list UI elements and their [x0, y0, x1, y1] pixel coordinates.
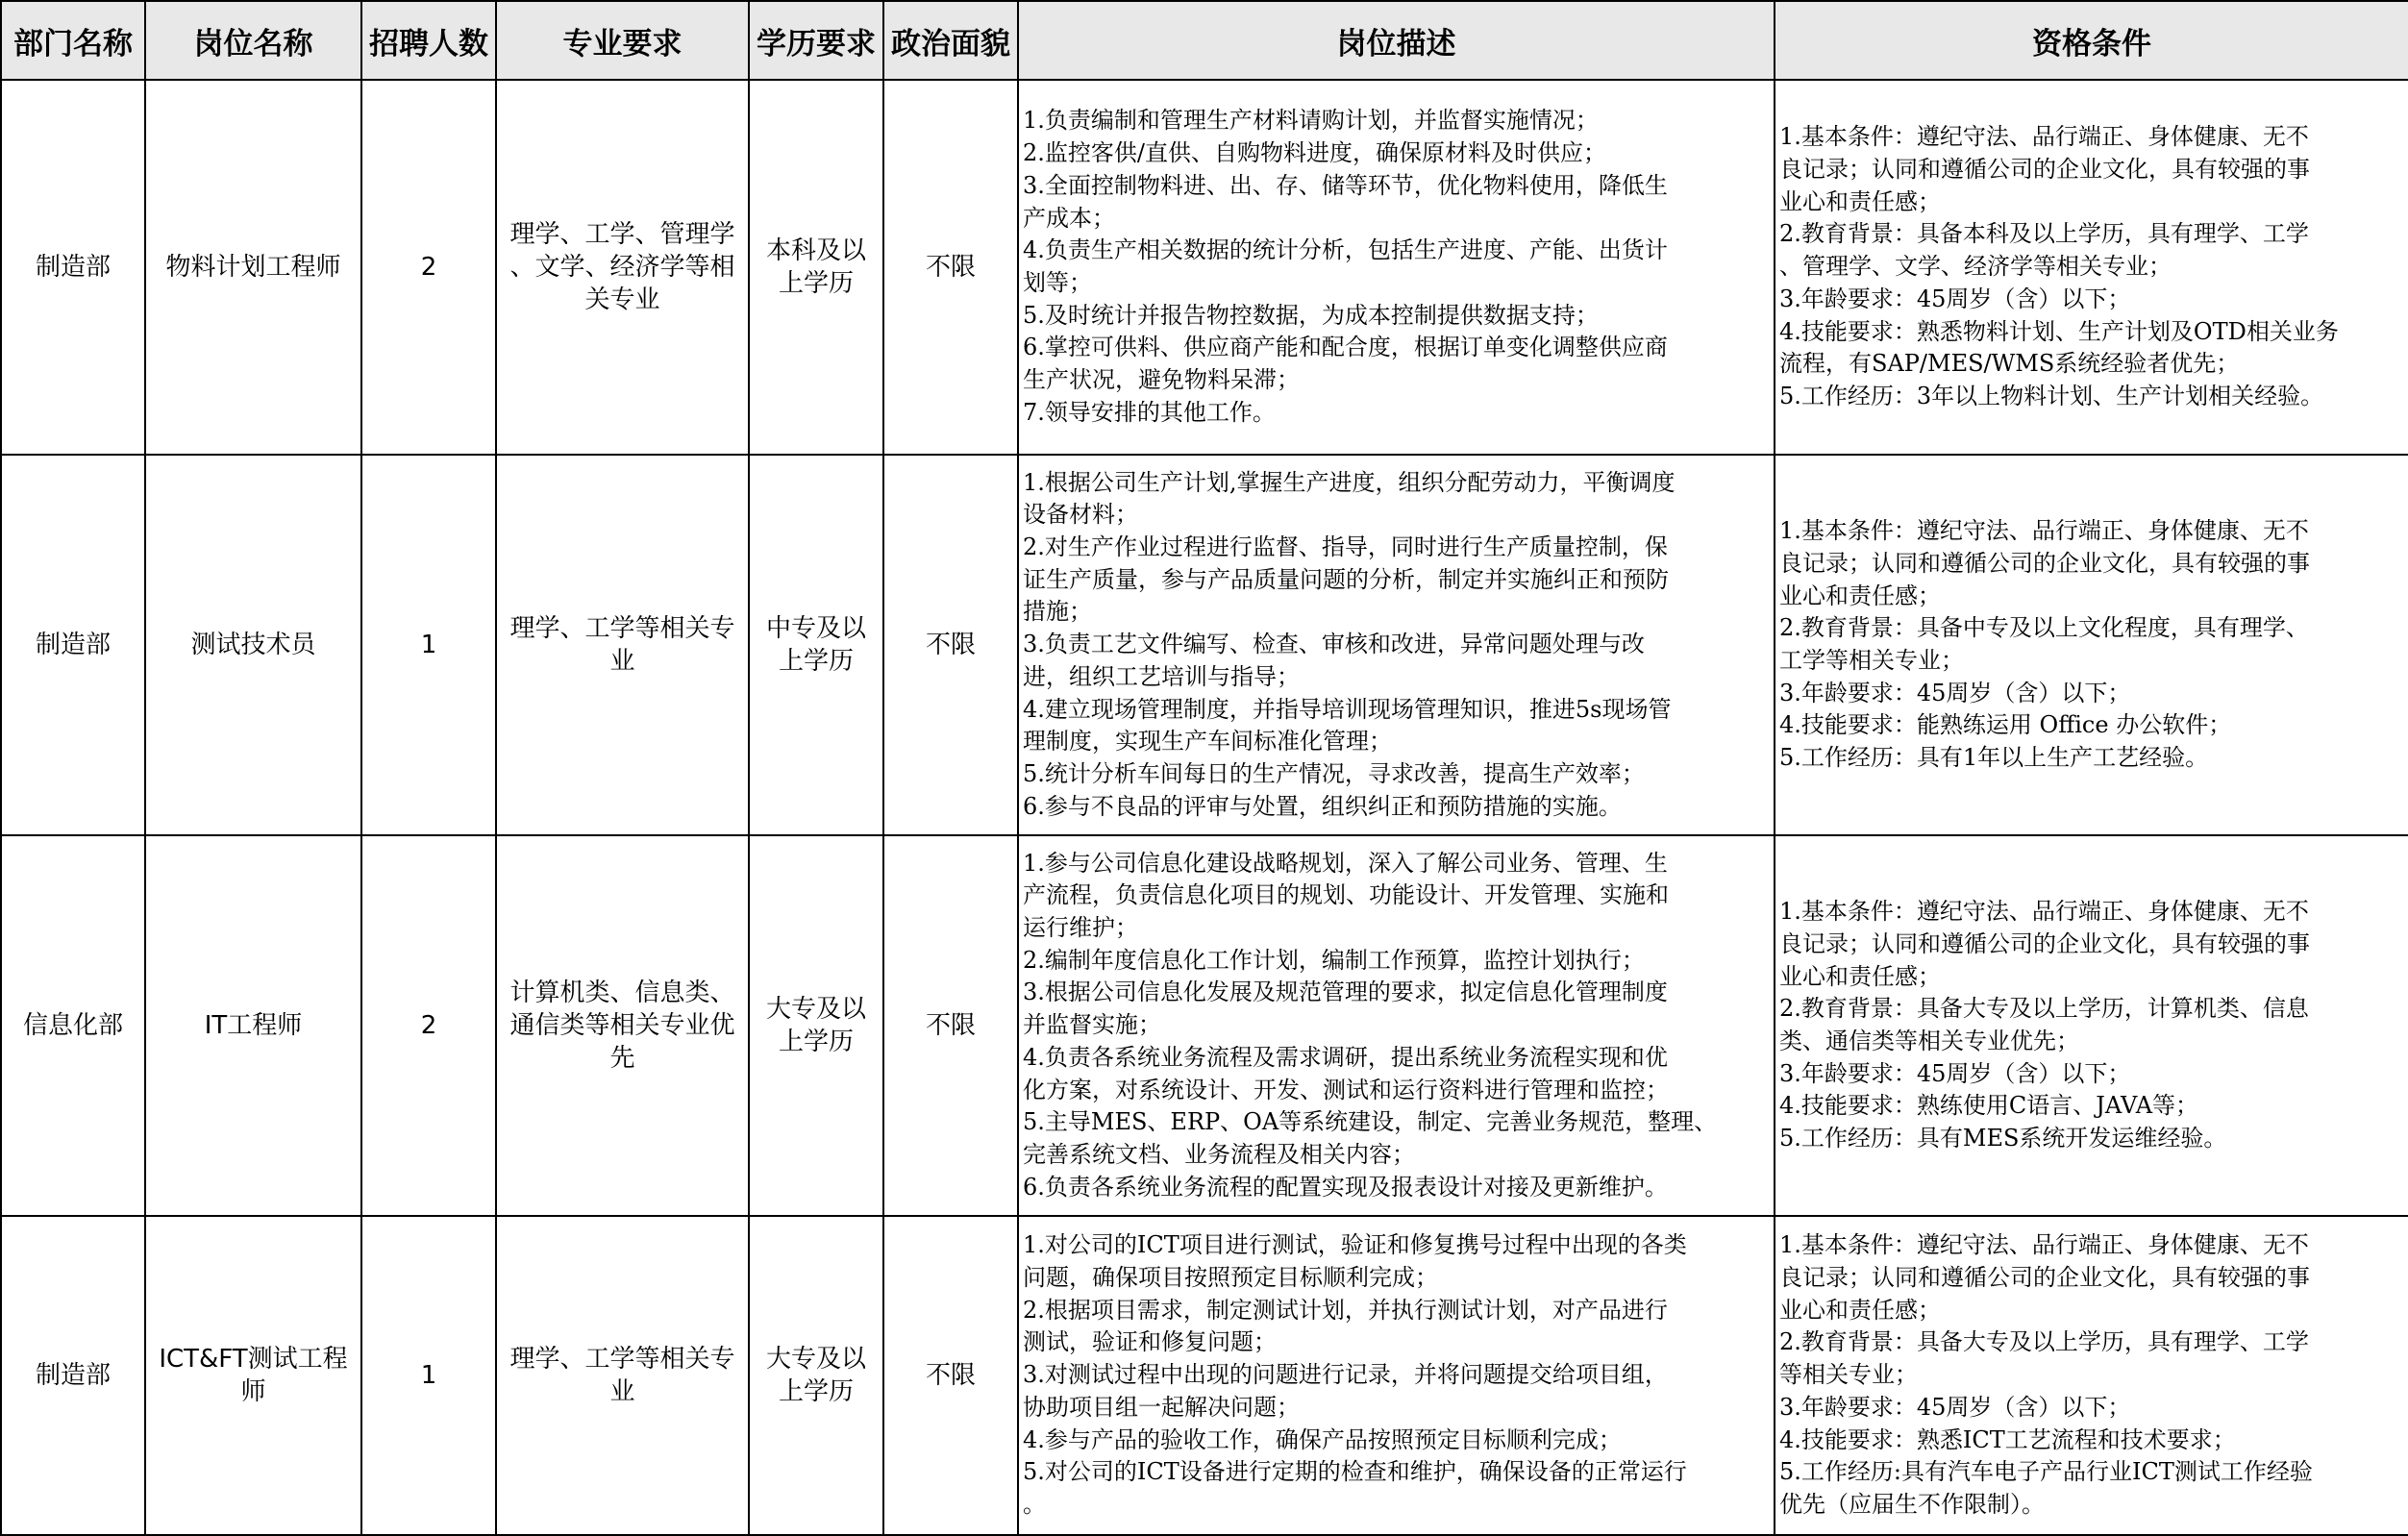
cell-description-line: 。: [1023, 1490, 1046, 1518]
cell-qualification-line: 2.教育背景：具备大专及以上学历，计算机类、信息: [1779, 995, 2309, 1023]
cell-description-line: 进，组织工艺培训与指导；: [1023, 662, 1300, 690]
cell-description-line: 6.负责各系统业务流程的配置实现及报表设计对接及更新维护。: [1023, 1173, 1668, 1201]
cell-count: 2: [361, 80, 496, 455]
cell-education-line: 中专及以: [765, 614, 866, 643]
cell-description-line: 3.全面控制物料进、出、存、储等环节，优化物料使用，降低生: [1023, 171, 1668, 199]
header-qualification: 资格条件: [1775, 1, 2408, 80]
cell-description-line: 3.负责工艺文件编写、检查、审核和改进，异常问题处理与改: [1023, 631, 1645, 658]
cell-position-line: 师: [240, 1377, 266, 1406]
cell-position: [145, 1216, 361, 1535]
cell-description-line: 6.参与不良品的评审与处置，组织纠正和预防措施的实施。: [1023, 792, 1622, 820]
cell-description-line: 并监督实施；: [1023, 1011, 1161, 1039]
cell-description-line: 7.领导安排的其他工作。: [1023, 398, 1276, 426]
table-row: [1, 455, 2408, 835]
cell-description-line: 2.对生产作业过程进行监督、指导，同时进行生产质量控制，保: [1023, 533, 1668, 561]
cell-qualification-line: 业心和责任感；: [1779, 582, 1941, 609]
cell-qualification-line: 1.基本条件：遵纪守法、品行端正、身体健康、无不: [1779, 123, 2309, 151]
cell-description: [1018, 455, 1775, 835]
cell-major-line: 关专业: [584, 285, 660, 314]
cell-major-line: 理学、工学等相关专: [509, 614, 735, 643]
cell-description: [1018, 1216, 1775, 1535]
cell-education: [749, 835, 883, 1216]
cell-qualification: [1775, 835, 2408, 1216]
cell-education-line: 大专及以: [765, 1345, 866, 1374]
cell-position: 测试技术员: [145, 455, 361, 835]
cell-qualification-line: 2.教育背景：具备大专及以上学历，具有理学、工学: [1779, 1328, 2309, 1356]
cell-qualification-line: 1.基本条件：遵纪守法、品行端正、身体健康、无不: [1779, 898, 2309, 926]
cell-major-line: 计算机类、信息类、: [509, 979, 735, 1007]
cell-description-line: 证生产质量，参与产品质量问题的分析，制定并实施纠正和预防: [1023, 565, 1669, 593]
cell-education-line: 本科及以: [765, 236, 866, 265]
cell-education: [749, 1216, 883, 1535]
cell-education: [749, 80, 883, 455]
header-politics: 政治面貌: [883, 1, 1018, 80]
cell-qualification-line: 1.基本条件：遵纪守法、品行端正、身体健康、无不: [1779, 517, 2309, 545]
cell-education-line: 上学历: [778, 269, 854, 298]
cell-qualification: [1775, 1216, 2408, 1535]
cell-qualification-line: 类、通信类等相关专业优先；: [1779, 1028, 2079, 1054]
cell-qualification: [1775, 455, 2408, 835]
cell-qualification-line: 2.教育背景：具备中专及以上文化程度，具有理学、: [1779, 614, 2309, 642]
cell-education: [749, 455, 883, 835]
cell-politics: 不限: [883, 835, 1018, 1216]
cell-qualification-line: 业心和责任感；: [1779, 962, 1941, 990]
cell-description-line: 5.主导MES、ERP、OA等系统建设，制定、完善业务规范，整理、: [1023, 1108, 1718, 1136]
cell-description-line: 化方案，对系统设计、开发、测试和运行资料进行管理和监控；: [1023, 1076, 1669, 1103]
cell-dept: 制造部: [1, 1216, 145, 1535]
cell-description-line: 生产状况，避免物料呆滞；: [1023, 366, 1300, 394]
cell-qualification-line: 业心和责任感；: [1779, 1296, 1941, 1324]
cell-description-line: 设备材料；: [1023, 501, 1138, 529]
cell-description: [1018, 835, 1775, 1216]
cell-description-line: 4.负责生产相关数据的统计分析，包括生产进度、产能、出货计: [1023, 236, 1668, 264]
cell-description-line: 4.负责各系统业务流程及需求调研，提出系统业务流程实现和优: [1023, 1043, 1668, 1071]
cell-description-line: 3.对测试过程中出现的问题进行记录，并将问题提交给项目组，: [1023, 1361, 1668, 1389]
cell-description-line: 测试，验证和修复问题；: [1023, 1328, 1277, 1356]
cell-qualification-line: 3.年龄要求：45周岁（含）以下；: [1779, 679, 2131, 706]
header-major: 专业要求: [496, 1, 749, 80]
cell-description: [1018, 80, 1775, 455]
cell-major-line: 、文学、经济学等相: [509, 253, 735, 282]
cell-dept: 信息化部: [1, 835, 145, 1216]
cell-dept: 制造部: [1, 80, 145, 455]
cell-qualification-line: 4.技能要求：熟练使用C语言、JAVA等；: [1779, 1092, 2199, 1120]
cell-qualification-line: 4.技能要求：熟悉ICT工艺流程和技术要求；: [1779, 1425, 2236, 1453]
cell-major: [496, 1216, 749, 1535]
cell-major-line: 通信类等相关专业优: [509, 1011, 735, 1040]
cell-major-line: 理学、工学、管理学: [509, 220, 735, 249]
cell-description-line: 4.参与产品的验收工作，确保产品按照预定目标顺利完成；: [1023, 1425, 1622, 1453]
cell-qualification-line: 5.工作经历:具有汽车电子产品行业ICT测试工作经验: [1779, 1458, 2313, 1486]
cell-qualification-line: 1.基本条件：遵纪守法、品行端正、身体健康、无不: [1779, 1231, 2309, 1259]
cell-description-line: 3.根据公司信息化发展及规范管理的要求，拟定信息化管理制度: [1023, 979, 1668, 1006]
cell-description-line: 协助项目组一起解决问题；: [1023, 1393, 1300, 1421]
cell-description-line: 1.根据公司生产计划,掌握生产进度，组织分配劳动力，平衡调度: [1023, 468, 1676, 496]
cell-position: IT工程师: [145, 835, 361, 1216]
cell-position: 物料计划工程师: [145, 80, 361, 455]
cell-count: 2: [361, 835, 496, 1216]
cell-qualification-line: 5.工作经历：3年以上物料计划、生产计划相关经验。: [1779, 382, 2324, 409]
table-row: [1, 835, 2408, 1216]
cell-qualification: [1775, 80, 2408, 455]
table-row: [1, 1216, 2408, 1535]
cell-politics: 不限: [883, 1216, 1018, 1535]
cell-education-line: 上学历: [778, 1028, 854, 1056]
cell-major: [496, 835, 749, 1216]
cell-qualification-line: 2.教育背景：具备本科及以上学历，具有理学、工学: [1779, 220, 2309, 248]
cell-description-line: 理制度，实现生产车间标准化管理；: [1023, 728, 1392, 756]
cell-count: 1: [361, 1216, 496, 1535]
cell-description-line: 1.对公司的ICT项目进行测试，验证和修复携号过程中出现的各类: [1023, 1231, 1687, 1259]
cell-qualification-line: 等相关专业；: [1779, 1361, 1918, 1389]
header-description: 岗位描述: [1018, 1, 1775, 80]
cell-description-line: 运行维护；: [1023, 914, 1138, 942]
cell-qualification-line: 良记录；认同和遵循公司的企业文化，具有较强的事: [1779, 1264, 2310, 1292]
cell-education-line: 大专及以: [765, 995, 866, 1024]
cell-description-line: 1.负责编制和管理生产材料请购计划，并监督实施情况；: [1023, 107, 1599, 135]
cell-qualification-line: 3.年龄要求：45周岁（含）以下；: [1779, 285, 2131, 312]
cell-count: 1: [361, 455, 496, 835]
cell-dept: 制造部: [1, 455, 145, 835]
cell-description-line: 2.监控客供/直供、自购物料进度，确保原材料及时供应；: [1023, 139, 1606, 167]
cell-qualification-line: 3.年龄要求：45周岁（含）以下；: [1779, 1059, 2131, 1087]
cell-position-line: ICT&FT测试工程: [159, 1345, 348, 1374]
header-education: 学历要求: [749, 1, 883, 80]
cell-qualification-line: 4.技能要求：能熟练运用 Office 办公软件；: [1779, 711, 2232, 739]
cell-major-line: 业: [609, 647, 635, 676]
cell-qualification-line: 良记录；认同和遵循公司的企业文化，具有较强的事: [1779, 156, 2310, 184]
header-count: 招聘人数: [361, 1, 496, 80]
cell-politics: 不限: [883, 455, 1018, 835]
cell-education-line: 上学历: [778, 647, 854, 676]
cell-description-line: 2.根据项目需求，制定测试计划，并执行测试计划，对产品进行: [1023, 1296, 1668, 1324]
cell-description-line: 产成本；: [1023, 204, 1115, 232]
table-row: [1, 80, 2408, 455]
cell-qualification-line: 4.技能要求：熟悉物料计划、生产计划及OTD相关业务: [1779, 317, 2339, 345]
cell-description-line: 划等；: [1023, 269, 1092, 296]
cell-qualification-line: 优先（应届生不作限制）。: [1779, 1490, 2045, 1518]
cell-major-line: 理学、工学等相关专: [509, 1345, 735, 1374]
cell-politics: 不限: [883, 80, 1018, 455]
cell-description-line: 4.建立现场管理制度，并指导培训现场管理知识，推进5s现场管: [1023, 695, 1672, 723]
cell-description-line: 5.对公司的ICT设备进行定期的检查和维护，确保设备的正常运行: [1023, 1458, 1687, 1486]
cell-description-line: 5.及时统计并报告物控数据，为成本控制提供数据支持；: [1023, 301, 1599, 329]
header-row: [1, 1, 2408, 80]
cell-qualification-line: 5.工作经历：具有MES系统开发运维经验。: [1779, 1125, 2227, 1152]
cell-major: [496, 455, 749, 835]
cell-qualification-line: 工学等相关专业；: [1779, 647, 1964, 674]
cell-major-line: 业: [609, 1377, 635, 1406]
cell-description-line: 产流程，负责信息化项目的规划、功能设计、开发管理、实施和: [1023, 881, 1669, 909]
cell-qualification-line: 流程，有SAP/MES/WMS系统经验者优先；: [1779, 350, 2240, 378]
cell-education-line: 上学历: [778, 1377, 854, 1406]
table-body: [1, 80, 2408, 1535]
cell-qualification-line: 良记录；认同和遵循公司的企业文化，具有较强的事: [1779, 549, 2310, 577]
cell-qualification-line: 3.年龄要求：45周岁（含）以下；: [1779, 1393, 2131, 1421]
cell-major: [496, 80, 749, 455]
cell-qualification-line: 5.工作经历：具有1年以上生产工艺经验。: [1779, 744, 2209, 772]
cell-description-line: 5.统计分析车间每日的生产情况，寻求改善，提高生产效率；: [1023, 759, 1645, 787]
cell-qualification-line: 业心和责任感；: [1779, 187, 1941, 215]
cell-description-line: 6.掌控可供料、供应商产能和配合度，根据订单变化调整供应商: [1023, 334, 1668, 361]
cell-description-line: 完善系统文档、业务流程及相关内容；: [1023, 1140, 1415, 1168]
header-dept: 部门名称: [1, 1, 145, 80]
cell-qualification-line: 、管理学、文学、经济学等相关专业；: [1779, 253, 2172, 281]
cell-description-line: 2.编制年度信息化工作计划，编制工作预算，监控计划执行；: [1023, 946, 1645, 974]
cell-major-line: 先: [609, 1044, 635, 1073]
cell-description-line: 1.参与公司信息化建设战略规划，深入了解公司业务、管理、生: [1023, 849, 1668, 877]
cell-description-line: 问题，确保项目按照预定目标顺利完成；: [1023, 1264, 1438, 1292]
header-position: 岗位名称: [145, 1, 361, 80]
cell-qualification-line: 良记录；认同和遵循公司的企业文化，具有较强的事: [1779, 929, 2310, 957]
cell-description-line: 措施；: [1023, 598, 1092, 626]
